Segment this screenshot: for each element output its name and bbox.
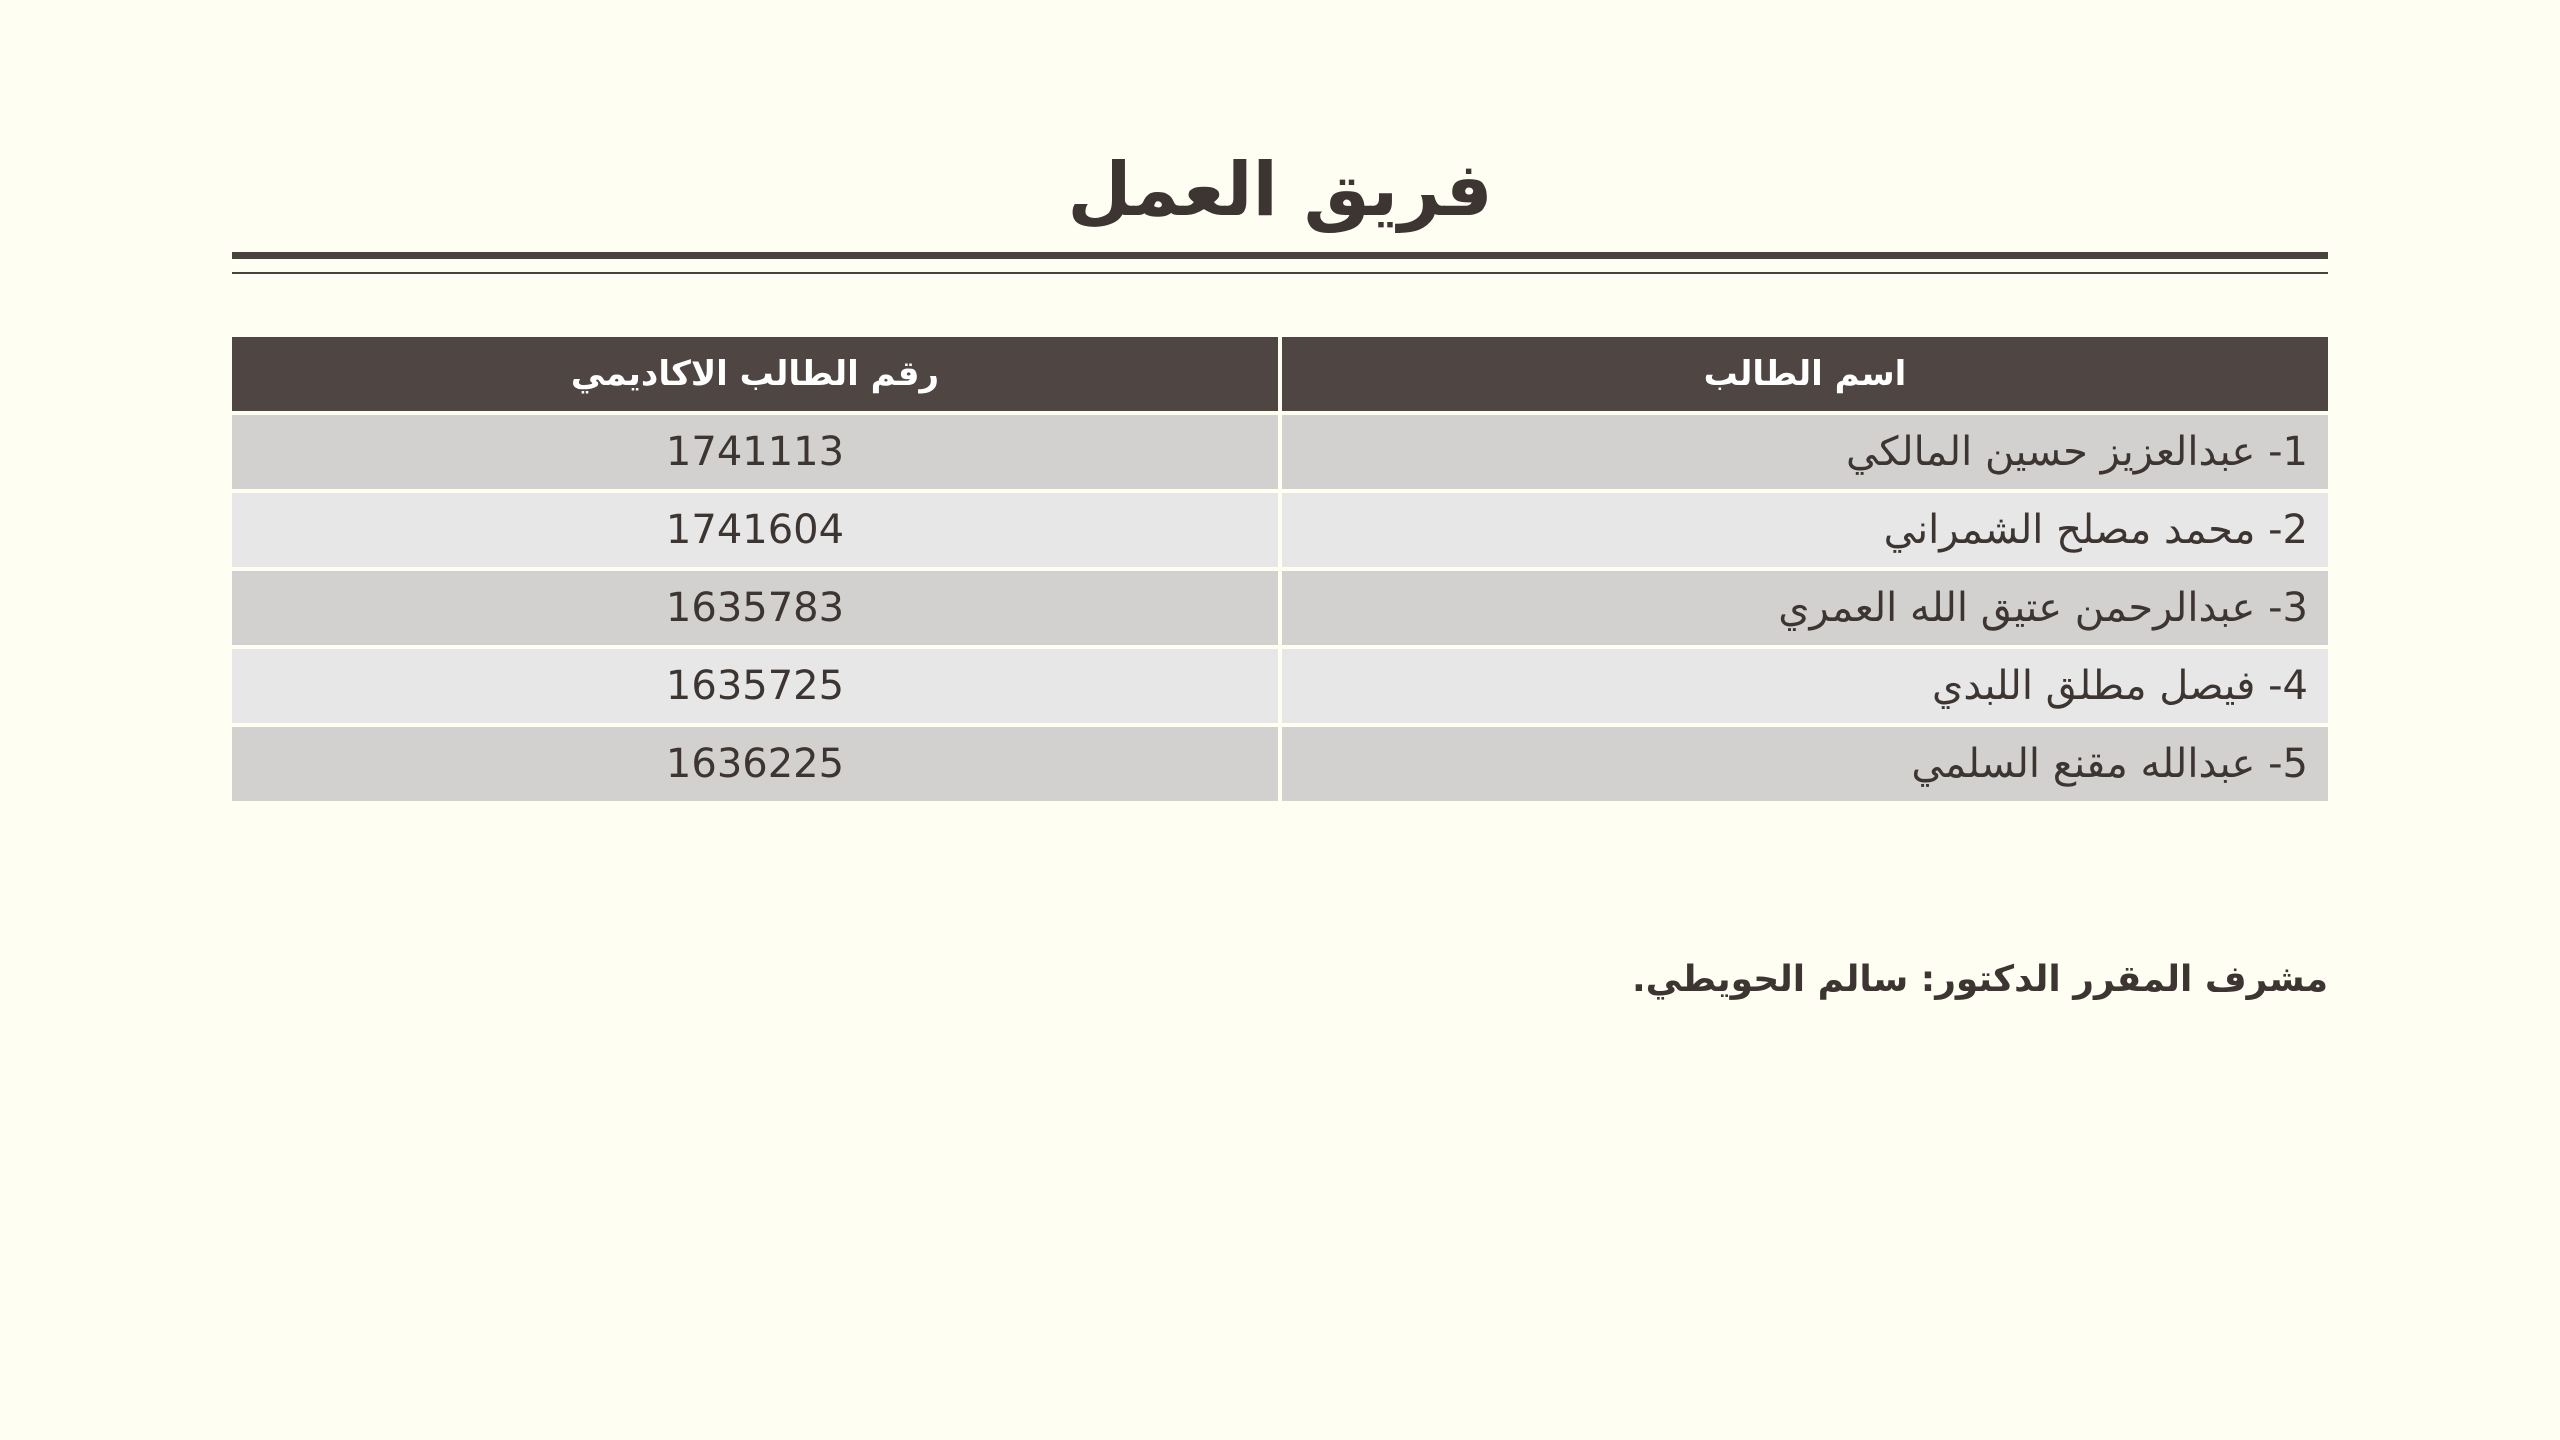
student-id-cell: 1741113 bbox=[232, 415, 1278, 489]
student-name-cell: 1- عبدالعزيز حسين المالكي bbox=[1282, 415, 2328, 489]
slide-title: فريق العمل bbox=[1067, 147, 1493, 233]
student-id-cell: 1635783 bbox=[232, 571, 1278, 645]
title-divider-thin bbox=[232, 272, 2328, 274]
student-id-cell: 1636225 bbox=[232, 727, 1278, 801]
header-student-id: رقم الطالب الاكاديمي bbox=[232, 337, 1278, 411]
title-divider-thick bbox=[232, 252, 2328, 259]
table-row bbox=[232, 415, 2328, 489]
table-row bbox=[232, 727, 2328, 801]
student-name-cell: 3- عبدالرحمن عتيق الله العمري bbox=[1282, 571, 2328, 645]
table-header-row bbox=[232, 337, 2328, 411]
header-student-name: اسم الطالب bbox=[1282, 337, 2328, 411]
student-id-cell: 1741604 bbox=[232, 493, 1278, 567]
team-table bbox=[232, 337, 2328, 801]
table-row bbox=[232, 493, 2328, 567]
student-name-cell: 5- عبدالله مقنع السلمي bbox=[1282, 727, 2328, 801]
supervisor-note: مشرف المقرر الدكتور: سالم الحويطي. bbox=[1632, 959, 2328, 1000]
table-row bbox=[232, 571, 2328, 645]
table-row bbox=[232, 649, 2328, 723]
student-name-cell: 2- محمد مصلح الشمراني bbox=[1282, 493, 2328, 567]
student-id-cell: 1635725 bbox=[232, 649, 1278, 723]
student-name-cell: 4- فيصل مطلق اللبدي bbox=[1282, 649, 2328, 723]
